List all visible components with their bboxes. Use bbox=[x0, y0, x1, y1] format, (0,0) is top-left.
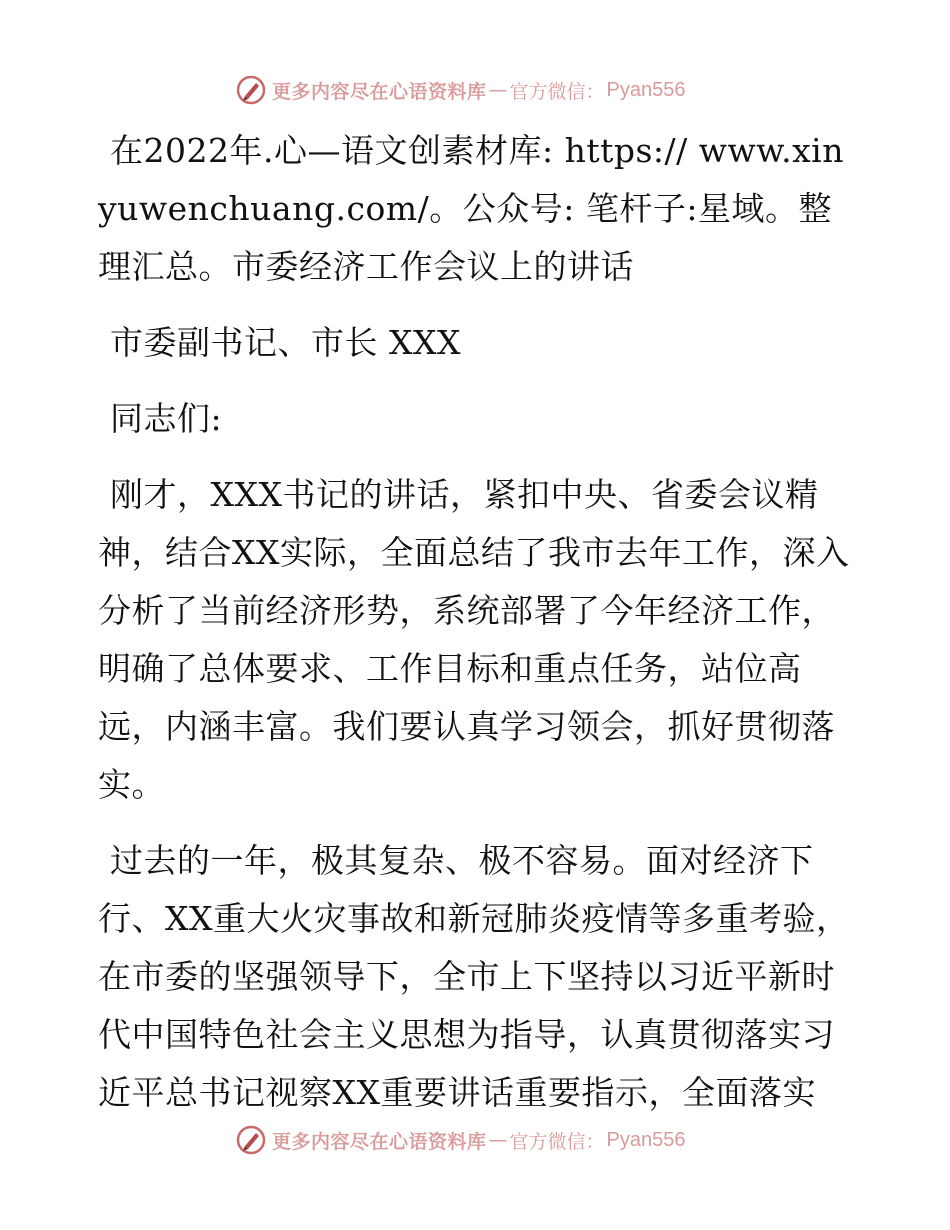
banner-wechat-label: 官方微信： bbox=[509, 1130, 605, 1153]
pen-logo-icon bbox=[236, 1125, 266, 1155]
header-banner bbox=[236, 72, 756, 108]
intro-paragraph: 在2022年.心—语文创素材库: https:// www.xinyuwenchuang.com/。公众号: 笔杆子:星域。整理汇总。市委经济工作会议上的讲话 bbox=[98, 131, 844, 286]
banner-wechat-id: Pyan556 bbox=[606, 1128, 686, 1151]
banner-text: 更多内容尽在心语资料库 bbox=[272, 80, 487, 103]
banner-wechat-id: Pyan556 bbox=[606, 78, 686, 101]
greeting-line: 同志们: bbox=[110, 399, 223, 438]
banner-separator: — bbox=[488, 1129, 508, 1151]
speaker-line: 市委副书记、市长 XXX bbox=[110, 323, 461, 362]
banner-wechat-label: 官方微信： bbox=[509, 80, 605, 103]
pen-logo-icon bbox=[236, 75, 266, 105]
footer-banner bbox=[236, 1122, 756, 1158]
body-paragraph: 刚才，XXX书记的讲话，紧扣中央、省委会议精神，结合XX实际，全面总结了我市去年工作，深入分析了当前经济形势，系统部署了今年经济工作，明确了总体要求、工作目标和重点任务，站位高远，内涵丰富。我们要认真学习领会，抓好贯彻落实。 bbox=[98, 475, 850, 804]
document-body bbox=[98, 122, 858, 1140]
banner-text: 更多内容尽在心语资料库 bbox=[272, 1130, 487, 1153]
body-paragraph: 过去的一年，极其复杂、极不容易。面对经济下行、XX重大火灾事故和新冠肺炎疫情等多重考验，在市委的坚强领导下，全市上下坚持以习近平新时代中国特色社会主义思想为指导，认真贯彻落实习近平总书记视察XX重要讲话重要指示，全面落实 bbox=[98, 841, 850, 1112]
banner-separator: — bbox=[488, 79, 508, 101]
